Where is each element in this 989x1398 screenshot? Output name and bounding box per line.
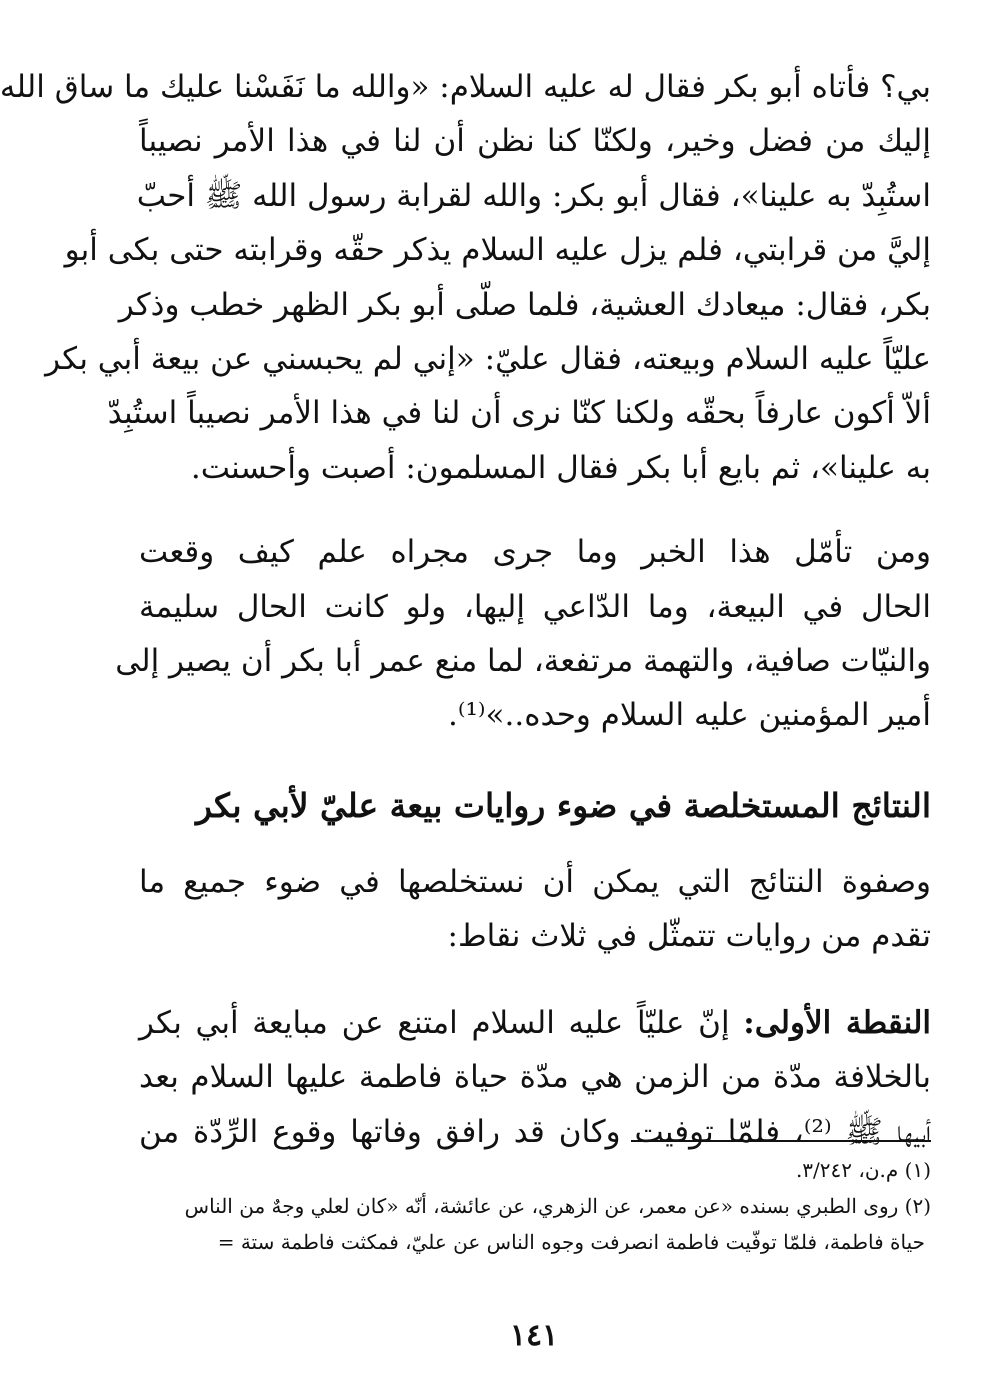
point-one-first-line: إنّ عليّاً عليه السلام امتنع عن مبايعة أبي بكر bbox=[139, 1004, 730, 1041]
page-number: ١٤١ bbox=[509, 1318, 559, 1353]
footnote-marker: (٢) bbox=[904, 1194, 931, 1218]
text-line: ألاّ أكون عارفاً بحقّه ولكنا كنّا نرى أن لنا في هذا الأمر نصيباً استُبِدّ bbox=[107, 395, 931, 432]
footnote-marker: (١) bbox=[904, 1158, 931, 1182]
text-line bbox=[139, 996, 931, 1050]
text-line: الحال في البيعة، وما الدّاعي إليها، ولو كانت الحال سليمة bbox=[139, 588, 931, 625]
intro-paragraph bbox=[139, 855, 931, 964]
text-line: إليك من فضل وخير، ولكنّا كنا نظن أن لنا في هذا الأمر نصيباً bbox=[139, 123, 931, 160]
footnote-text: م.ن، ٣/٢٤٢. bbox=[795, 1158, 899, 1182]
footnote-text: روى الطبري بسنده «عن معمر، عن الزهري، عن عائشة، أنّه «كان لعلي وجهٌ من الناس bbox=[184, 1194, 899, 1218]
section-heading: النتائج المستخلصة في ضوء روايات بيعة عليّ لأبي بكر bbox=[195, 785, 931, 825]
text-line: بالخلافة مدّة من الزمن هي مدّة حياة فاطمة عليها السلام بعد bbox=[139, 1059, 931, 1096]
paragraph-1 bbox=[0, 60, 931, 495]
text-line: استُبِدّ به علينا»، فقال أبو بكر: والله لقرابة رسول الله ﷺ أحبّ bbox=[136, 177, 931, 214]
text-line: أبيها ﷺ ⁽²⁾، فلمّا توفيت وكان قد رافق وفاتها وقوع الرِّدّة من bbox=[139, 1113, 932, 1150]
text-line: وصفوة النتائج التي يمكن أن نستخلصها في ضوء جميع ما bbox=[139, 863, 931, 900]
paragraph-2 bbox=[115, 525, 931, 743]
page-body bbox=[0, 60, 932, 1159]
text-line: بكر، فقال: ميعادك العشية، فلما صلّى أبو بكر الظهر خطب وذكر bbox=[118, 286, 931, 323]
footnotes bbox=[139, 1152, 931, 1260]
footnote-1 bbox=[139, 1152, 931, 1188]
text-line: بي؟ فأتاه أبو بكر فقال له عليه السلام: «والله ما نَفَسْنا عليك ما ساق الله bbox=[0, 69, 931, 105]
text-line: أمير المؤمنين عليه السلام وحده..»⁽¹⁾. bbox=[448, 697, 931, 734]
text-line: عليّاً عليه السلام وبيعته، فقال عليّ: «إني لم يحبسني عن بيعة أبي بكر bbox=[45, 341, 931, 378]
text-line: ومن تأمّل هذا الخبر وما جرى مجراه علم كيف وقعت bbox=[139, 534, 931, 571]
point-one-paragraph bbox=[139, 996, 931, 1159]
footnote-2 bbox=[139, 1188, 931, 1224]
footnote-2-continuation: حياة فاطمة، فلمّا توفّيت فاطمة انصرفت وجوه الناس عن عليّ، فمكثت فاطمة ستة = bbox=[217, 1230, 925, 1254]
text-line: به علينا»، ثم بايع أبا بكر فقال المسلمون: أصبت وأحسنت. bbox=[190, 449, 931, 486]
text-line: والنيّات صافية، والتهمة مرتفعة، لما منع عمر أبا بكر أن يصير إلى bbox=[115, 643, 931, 680]
footnote-divider bbox=[631, 1140, 931, 1142]
point-one-lead: النقطة الأولى: bbox=[743, 1004, 931, 1041]
text-line: إليَّ من قرابتي، فلم يزل عليه السلام يذكر حقّه وقرابته حتى بكى أبو bbox=[64, 232, 931, 269]
text-line: تقدم من روايات تتمثّل في ثلاث نقاط: bbox=[447, 918, 931, 955]
